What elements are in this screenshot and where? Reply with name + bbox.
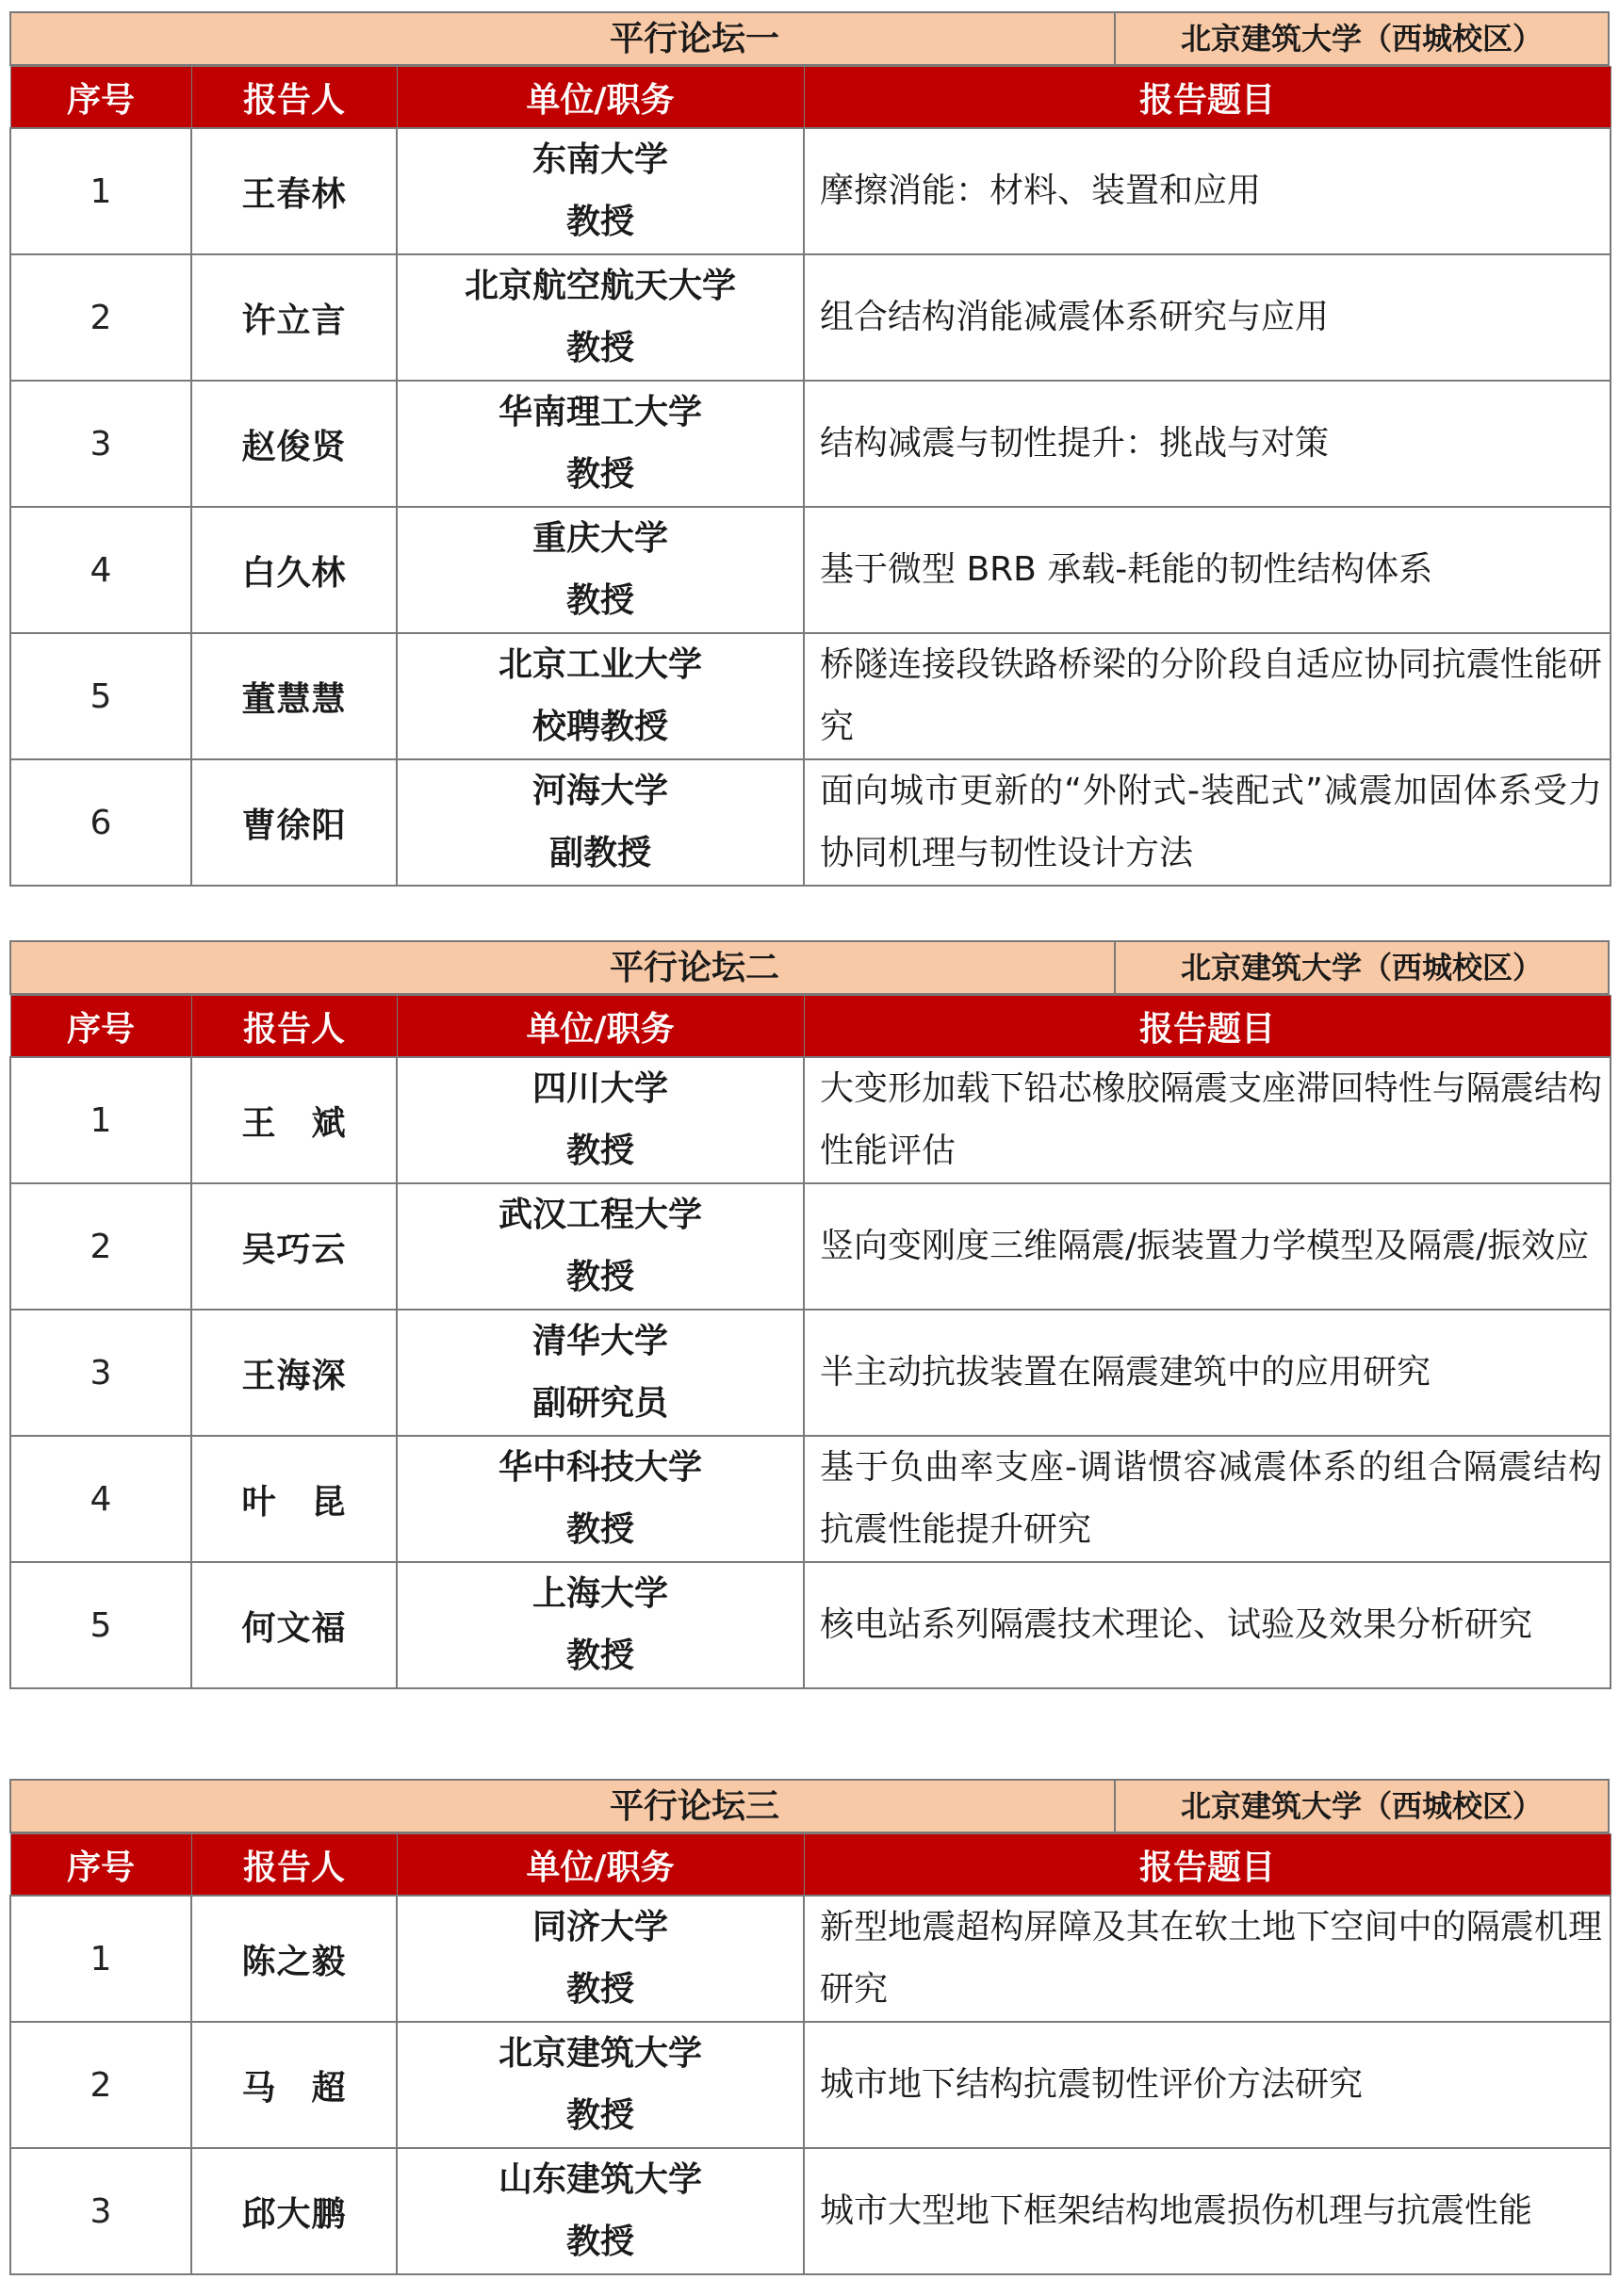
affiliation bbox=[397, 381, 804, 507]
org-name: 北京建筑大学 bbox=[498, 2034, 702, 2073]
org-name: 北京工业大学 bbox=[498, 645, 702, 684]
table-row bbox=[10, 507, 1611, 633]
speaker-name: 王海深 bbox=[191, 1310, 397, 1436]
forum-venue: 北京建筑大学（西城校区） bbox=[1114, 1781, 1608, 1832]
speaker-name: 邱大鹏 bbox=[191, 2148, 397, 2274]
header-speaker: 报告人 bbox=[191, 1834, 397, 1897]
speaker-name: 何文福 bbox=[191, 1562, 397, 1688]
role-title: 教授 bbox=[565, 2223, 634, 2261]
forum-table bbox=[9, 1833, 1611, 2275]
affiliation bbox=[397, 507, 804, 633]
forum-venue: 北京建筑大学（西城校区） bbox=[1114, 942, 1608, 993]
report-topic: 结构减震与韧性提升：挑战与对策 bbox=[804, 381, 1611, 507]
speaker-name: 曹徐阳 bbox=[191, 759, 397, 886]
forum-1 bbox=[9, 11, 1610, 887]
row-number: 2 bbox=[10, 254, 191, 381]
table-row bbox=[10, 1896, 1611, 2022]
affiliation bbox=[397, 1310, 804, 1436]
affiliation bbox=[397, 1057, 804, 1183]
role-title: 副研究员 bbox=[531, 1384, 668, 1423]
row-number: 2 bbox=[10, 1183, 191, 1310]
forum-title: 平行论坛二 bbox=[609, 948, 779, 987]
header-org: 单位/职务 bbox=[397, 996, 804, 1058]
role-title: 教授 bbox=[565, 1637, 634, 1675]
forum-title: 平行论坛一 bbox=[609, 19, 779, 58]
table-row bbox=[10, 128, 1611, 254]
speaker-name: 许立言 bbox=[191, 254, 397, 381]
forum-3 bbox=[9, 1779, 1610, 2275]
table-header-row bbox=[10, 67, 1611, 129]
affiliation bbox=[397, 1896, 804, 2022]
header-speaker: 报告人 bbox=[191, 67, 397, 129]
report-topic: 城市地下结构抗震韧性评价方法研究 bbox=[804, 2022, 1611, 2148]
speaker-name: 马 超 bbox=[191, 2022, 397, 2148]
report-topic: 半主动抗拔装置在隔震建筑中的应用研究 bbox=[804, 1310, 1611, 1436]
org-name: 北京航空航天大学 bbox=[464, 267, 736, 305]
row-number: 5 bbox=[10, 633, 191, 759]
role-title: 教授 bbox=[565, 1132, 634, 1170]
forum-title: 平行论坛三 bbox=[609, 1786, 779, 1826]
table-row bbox=[10, 759, 1611, 886]
report-topic: 基于负曲率支座-调谐惯容减震体系的组合隔震结构抗震性能提升研究 bbox=[804, 1436, 1611, 1562]
report-topic: 核电站系列隔震技术理论、试验及效果分析研究 bbox=[804, 1562, 1611, 1688]
table-row bbox=[10, 1310, 1611, 1436]
role-title: 教授 bbox=[565, 329, 634, 367]
role-title: 教授 bbox=[565, 1970, 634, 2009]
speaker-name: 董慧慧 bbox=[191, 633, 397, 759]
affiliation bbox=[397, 633, 804, 759]
row-number: 6 bbox=[10, 759, 191, 886]
report-topic: 新型地震超构屏障及其在软土地下空间中的隔震机理研究 bbox=[804, 1896, 1611, 2022]
table-row bbox=[10, 1057, 1611, 1183]
row-number: 4 bbox=[10, 1436, 191, 1562]
org-name: 华中科技大学 bbox=[498, 1448, 702, 1487]
header-speaker: 报告人 bbox=[191, 996, 397, 1058]
table-row bbox=[10, 254, 1611, 381]
org-name: 山东建筑大学 bbox=[498, 2160, 702, 2199]
header-topic: 报告题目 bbox=[804, 996, 1611, 1058]
row-number: 1 bbox=[10, 1057, 191, 1183]
speaker-name: 白久林 bbox=[191, 507, 397, 633]
header-org: 单位/职务 bbox=[397, 1834, 804, 1897]
affiliation bbox=[397, 1436, 804, 1562]
report-topic: 大变形加载下铅芯橡胶隔震支座滞回特性与隔震结构性能评估 bbox=[804, 1057, 1611, 1183]
forum-title-bar bbox=[9, 1779, 1610, 1833]
row-number: 1 bbox=[10, 1896, 191, 2022]
table-header-row bbox=[10, 1834, 1611, 1897]
role-title: 副教授 bbox=[548, 834, 651, 872]
row-number: 4 bbox=[10, 507, 191, 633]
speaker-name: 陈之毅 bbox=[191, 1896, 397, 2022]
row-number: 1 bbox=[10, 128, 191, 254]
role-title: 教授 bbox=[565, 1510, 634, 1549]
forum-title-bar bbox=[9, 11, 1610, 66]
org-name: 四川大学 bbox=[531, 1069, 668, 1108]
affiliation bbox=[397, 128, 804, 254]
org-name: 华南理工大学 bbox=[498, 393, 702, 432]
table-row bbox=[10, 2022, 1611, 2148]
forum-table bbox=[9, 66, 1611, 887]
speaker-name: 王 斌 bbox=[191, 1057, 397, 1183]
org-name: 上海大学 bbox=[531, 1574, 668, 1613]
header-topic: 报告题目 bbox=[804, 67, 1611, 129]
org-name: 同济大学 bbox=[531, 1908, 668, 1946]
report-topic: 竖向变刚度三维隔震/振装置力学模型及隔震/振效应 bbox=[804, 1183, 1611, 1310]
org-name: 重庆大学 bbox=[531, 519, 668, 558]
row-number: 2 bbox=[10, 2022, 191, 2148]
header-org: 单位/职务 bbox=[397, 67, 804, 129]
table-row bbox=[10, 2148, 1611, 2274]
forum-title-bar bbox=[9, 940, 1610, 995]
header-seq: 序号 bbox=[10, 996, 191, 1058]
affiliation bbox=[397, 2022, 804, 2148]
affiliation bbox=[397, 1183, 804, 1310]
report-topic: 摩擦消能：材料、装置和应用 bbox=[804, 128, 1611, 254]
role-title: 教授 bbox=[565, 2096, 634, 2135]
org-name: 武汉工程大学 bbox=[498, 1196, 702, 1234]
speaker-name: 叶 昆 bbox=[191, 1436, 397, 1562]
row-number: 3 bbox=[10, 381, 191, 507]
affiliation bbox=[397, 1562, 804, 1688]
role-title: 教授 bbox=[565, 203, 634, 241]
speaker-name: 吴巧云 bbox=[191, 1183, 397, 1310]
report-topic: 面向城市更新的“外附式-装配式”减震加固体系受力协同机理与韧性设计方法 bbox=[804, 759, 1611, 886]
role-title: 教授 bbox=[565, 455, 634, 494]
table-row bbox=[10, 381, 1611, 507]
header-seq: 序号 bbox=[10, 67, 191, 129]
table-header-row bbox=[10, 996, 1611, 1058]
row-number: 3 bbox=[10, 2148, 191, 2274]
report-topic: 组合结构消能减震体系研究与应用 bbox=[804, 254, 1611, 381]
forum-table bbox=[9, 995, 1611, 1689]
header-seq: 序号 bbox=[10, 1834, 191, 1897]
table-row bbox=[10, 633, 1611, 759]
table-row bbox=[10, 1436, 1611, 1562]
table-row bbox=[10, 1562, 1611, 1688]
speaker-name: 王春林 bbox=[191, 128, 397, 254]
forum-2 bbox=[9, 940, 1610, 1689]
report-topic: 基于微型 BRB 承载-耗能的韧性结构体系 bbox=[804, 507, 1611, 633]
header-topic: 报告题目 bbox=[804, 1834, 1611, 1897]
org-name: 东南大学 bbox=[531, 140, 668, 179]
role-title: 教授 bbox=[565, 581, 634, 620]
table-row bbox=[10, 1183, 1611, 1310]
affiliation bbox=[397, 2148, 804, 2274]
affiliation bbox=[397, 759, 804, 886]
report-topic: 桥隧连接段铁路桥梁的分阶段自适应协同抗震性能研究 bbox=[804, 633, 1611, 759]
row-number: 5 bbox=[10, 1562, 191, 1688]
org-name: 河海大学 bbox=[531, 772, 668, 810]
speaker-name: 赵俊贤 bbox=[191, 381, 397, 507]
org-name: 清华大学 bbox=[531, 1322, 668, 1360]
affiliation bbox=[397, 254, 804, 381]
role-title: 教授 bbox=[565, 1258, 634, 1296]
forum-venue: 北京建筑大学（西城校区） bbox=[1114, 13, 1608, 64]
report-topic: 城市大型地下框架结构地震损伤机理与抗震性能 bbox=[804, 2148, 1611, 2274]
row-number: 3 bbox=[10, 1310, 191, 1436]
role-title: 校聘教授 bbox=[531, 708, 668, 746]
